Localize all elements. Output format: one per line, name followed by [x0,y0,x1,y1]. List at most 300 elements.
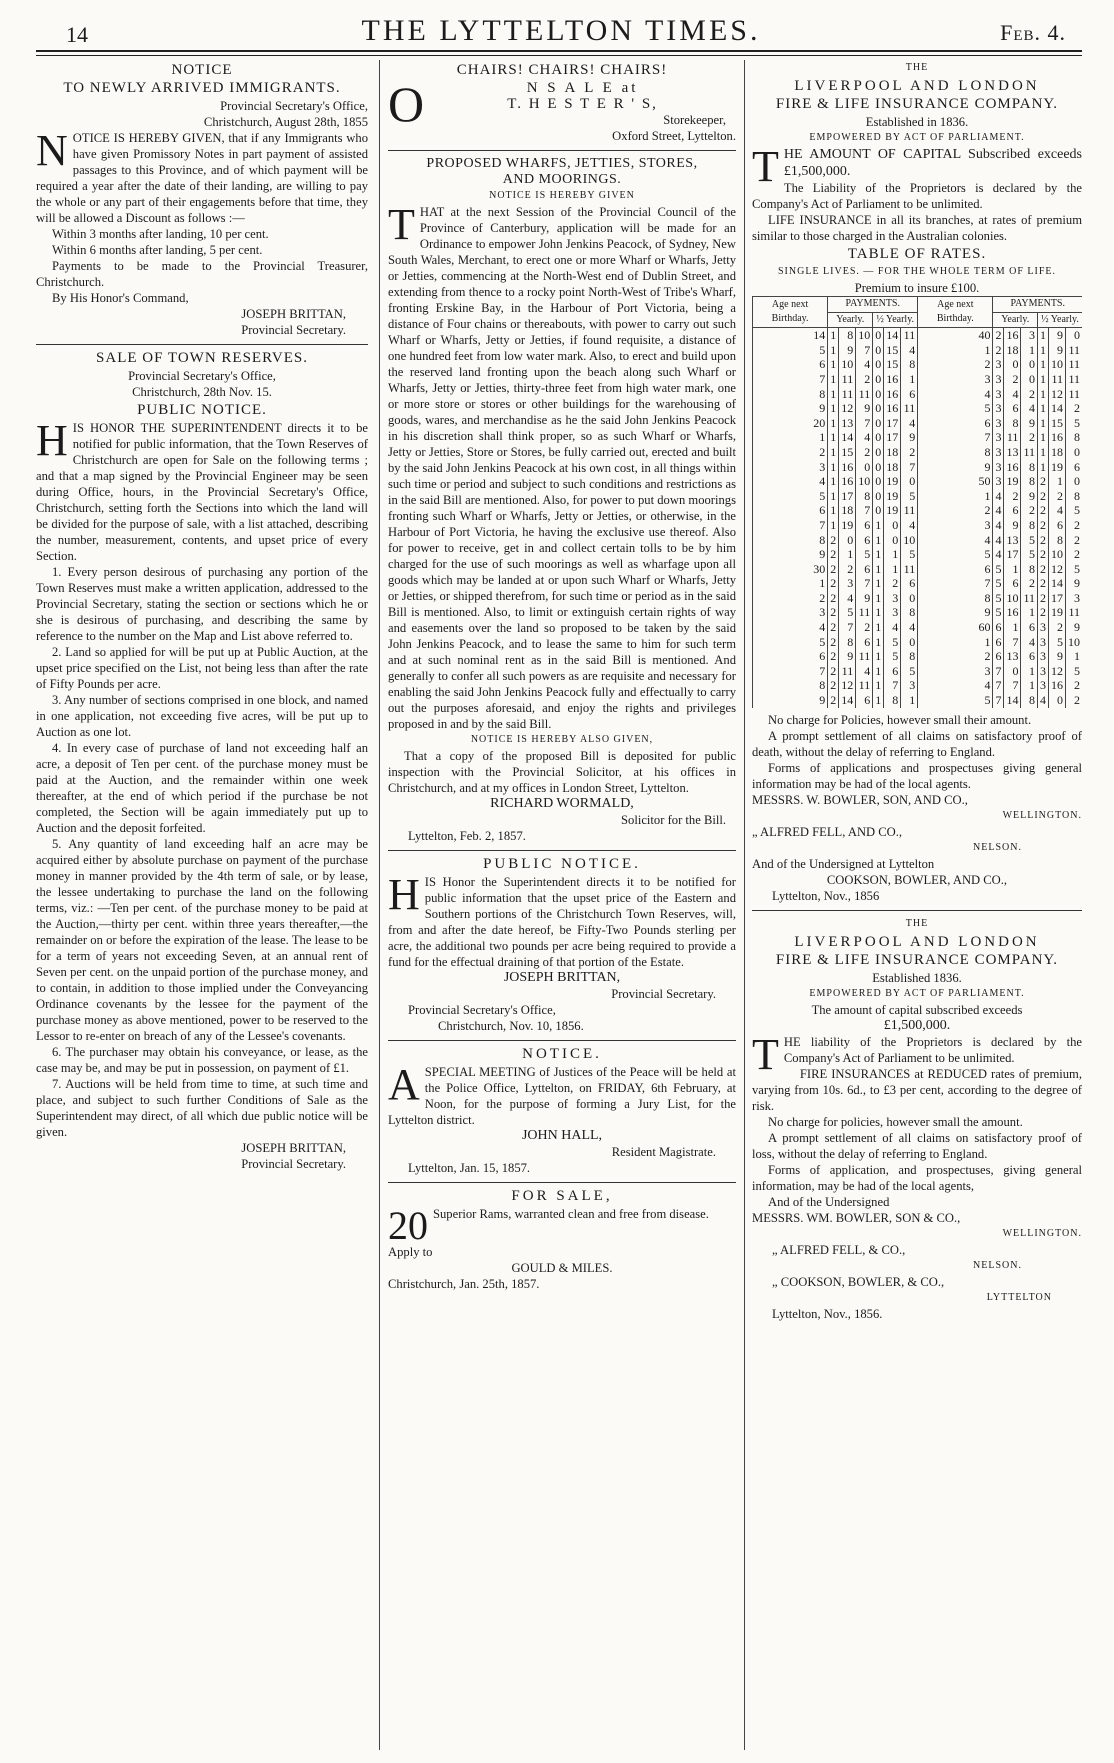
table-cell: 16 [884,372,901,387]
notice-subheading: TO NEWLY ARRIVED IMMIGRANTS. [63,80,341,96]
table-cell: 2 [1004,372,1021,387]
table-cell: 9 [856,591,873,606]
ad-heading: FIRE & LIFE INSURANCE COMPANY. [775,951,1059,968]
table-cell: 8 [884,693,901,708]
ad-heading: FOR SALE, [511,1188,613,1204]
table-cell: 8 [753,678,828,693]
table-cell: 3 [918,372,993,387]
ad-date: Lyttelton, Nov., 1856 [772,888,880,903]
table-cell: 2 [828,620,839,635]
table-cell: 0 [873,328,884,343]
table-cell: 2 [1066,518,1083,533]
liability-statement: HE liability of the Proprietors is declared by the Company's Act of Parliament to be unlimited. [783,1034,1082,1065]
table-cell: 6 [1049,518,1066,533]
agent-place: NELSON. [973,841,1022,853]
table-cell: 1 [918,489,993,504]
ad-insurance-1 [752,60,1082,904]
table-cell: 1 [1021,678,1038,693]
table-row [753,401,1083,416]
table-cell: 9 [1049,649,1066,664]
table-cell: 19 [884,503,901,518]
table-cell: 9 [901,430,918,445]
table-cell: 5 [993,605,1004,620]
table-cell: 18 [1004,343,1021,358]
table-cell: 2 [856,620,873,635]
table-cell: 2 [1066,678,1083,693]
rule [388,1040,736,1041]
table-cell: 1 [1021,605,1038,620]
table-cell: 11 [1021,445,1038,460]
table-cell: 6 [1066,460,1083,475]
table-cell: 1 [884,547,901,562]
table-cell: 9 [839,649,856,664]
table-row [753,693,1083,708]
table-cell: 2 [856,372,873,387]
table-cell: 0 [873,474,884,489]
table-cell: 1 [873,533,884,548]
table-cell: 50 [918,474,993,489]
table-cell: 12 [1049,664,1066,679]
table-cell: 2 [1038,489,1049,504]
table-cell: 4 [918,387,993,402]
table-cell: 6 [753,503,828,518]
column-divider [744,60,745,1750]
table-cell: 1 [828,416,839,431]
table-cell: 1 [1021,343,1038,358]
table-cell: 5 [993,591,1004,606]
signature-role: Provincial Secretary. [241,1157,346,1171]
notice-heading: PROPOSED WHARFS, JETTIES, STORES, [426,156,698,171]
ad-text: A prompt settlement of all claims on satisfactory proof of death, without the delay of referring to England. [752,728,1082,759]
notice-meeting [388,1046,736,1176]
table-cell: 8 [1066,430,1083,445]
table-cell: 11 [856,387,873,402]
table-cell: 1 [828,328,839,343]
capital-amount: £1,500,000. [883,1017,951,1033]
table-cell: 7 [856,576,873,591]
table-cell: 2 [1021,430,1038,445]
table-cell: 0 [873,401,884,416]
table-cell: 2 [1021,387,1038,402]
table-row [753,474,1083,489]
table-cell: 13 [839,416,856,431]
table-cell: 14 [884,328,901,343]
table-row [753,430,1083,445]
table-cell: 13 [1004,533,1021,548]
table-row [753,372,1083,387]
table-row [753,460,1083,475]
table-cell: 1 [828,401,839,416]
capital-statement: The amount of capital subscribed exceeds [811,1002,1023,1017]
table-cell: 3 [1066,591,1083,606]
table-cell: 2 [828,678,839,693]
table-cell: 7 [753,664,828,679]
table-cell: 7 [993,664,1004,679]
table-cell: 2 [918,503,993,518]
notice-heading: NOTICE. [522,1046,602,1062]
discount-line: Within 6 months after landing, 5 per cent. [52,243,263,257]
payments-header: PAYMENTS. [828,297,918,313]
rule [752,910,1082,911]
table-cell: 19 [1049,460,1066,475]
table-cell: 8 [1004,416,1021,431]
term-paragraph: 2. Land so applied for will be put up at Public Auction, at the upset price specified on the List, not being less than after the rate of Fifty Pounds per acre. [36,645,368,691]
table-cell: 19 [884,489,901,504]
table-cell: 0 [1066,445,1083,460]
table-cell: 15 [1049,416,1066,431]
notice-subheading: PUBLIC NOTICE. [137,402,267,418]
table-subtitle: SINGLE LIVES. — FOR THE WHOLE TERM OF LIFE. [778,266,1056,277]
table-cell: 1 [873,664,884,679]
notice-date: Lyttelton, Jan. 15, 1857. [408,1161,531,1175]
table-cell: 9 [753,547,828,562]
table-cell: 18 [884,445,901,460]
age-header: Age next Birthday. [753,297,828,328]
table-cell: 6 [856,533,873,548]
table-cell: 5 [918,693,993,708]
table-cell: 6 [856,693,873,708]
table-cell: 5 [753,489,828,504]
agent-name: „ ALFRED FELL, AND CO., [752,824,903,839]
table-cell: 1 [828,372,839,387]
office-address: Provincial Secretary's Office, [408,1003,556,1017]
table-cell: 1 [873,693,884,708]
column-divider [379,60,380,1750]
table-cell: 3 [993,430,1004,445]
table-cell: 5 [884,649,901,664]
table-cell: 2 [1021,503,1038,518]
signature: JOHN HALL, [521,1128,603,1143]
table-cell: 7 [753,518,828,533]
table-cell: 4 [993,518,1004,533]
agent-name: MESSRS. W. BOWLER, SON, AND CO., [752,792,968,807]
table-row [753,635,1083,650]
table-cell: 1 [1038,357,1049,372]
table-cell: 4 [918,678,993,693]
table-cell: 1 [873,635,884,650]
table-cell: 5 [839,605,856,620]
table-cell: 9 [1021,489,1038,504]
ad-date: Lyttelton, Nov., 1856. [772,1306,883,1321]
notice-wharfs [388,156,736,844]
table-cell: 2 [828,562,839,577]
table-cell: 19 [839,518,856,533]
table-cell: 2 [1049,489,1066,504]
table-cell: 10 [1066,635,1083,650]
table-cell: 2 [1038,605,1049,620]
table-cell: 11 [901,401,918,416]
column-3 [752,60,1082,1750]
table-cell: 2 [993,328,1004,343]
table-cell: 5 [1066,664,1083,679]
table-cell: 10 [1049,547,1066,562]
table-cell: 11 [901,562,918,577]
table-cell: 5 [1066,503,1083,518]
table-cell: 10 [856,474,873,489]
table-cell: 4 [753,620,828,635]
table-cell: 9 [1004,518,1021,533]
table-cell: 0 [873,372,884,387]
table-cell: 11 [1066,605,1083,620]
table-row [753,503,1083,518]
notice-body: SPECIAL MEETING of Justices of the Peace will be held at the Police Office, Lyttelton, on FRIDAY, 6th February, at Noon, for the purpose of forming a Jury List, for the Lyttelton district. [388,1065,736,1127]
notice-body: IS HONOR THE SUPERINTENDENT directs it to be notified for public information, that the Town Reserves of Christchurch are open for Sale on the following terms ; and that a map signed by the Provincial Engineer may be seen during Office, hours, in the Provincial Secretary's Office, Christchurch, setting forth the Sections into which the land will be divided for the purpose of sale, with a list attached, describing the number, measurement, contents, and upset price of every Section. [36,421,368,563]
table-cell: 1 [1038,372,1049,387]
table-cell: 11 [856,605,873,620]
table-cell: 2 [1021,576,1038,591]
table-cell: 3 [1038,635,1049,650]
ad-line: N S A L E at [526,80,639,96]
ad-text: No charge for Policies, however small their amount. [768,712,1032,727]
table-cell: 2 [1038,503,1049,518]
table-cell: 5 [1021,547,1038,562]
term-paragraph: 6. The purchaser may obtain his conveyance, or lease, as the case may be, and may be put in possession, on payment of £1. [36,1045,368,1075]
table-cell: 10 [901,533,918,548]
table-cell: 6 [1004,576,1021,591]
table-cell: 0 [873,489,884,504]
agent-name: „ ALFRED FELL, & CO., [772,1242,906,1257]
table-cell: 3 [993,401,1004,416]
table-cell: 5 [901,547,918,562]
table-cell: 60 [918,620,993,635]
table-cell: 4 [839,591,856,606]
table-cell: 8 [839,328,856,343]
table-cell: 8 [839,635,856,650]
premium-line: Premium to insure £100. [854,281,980,295]
agent-name: COOKSON, BOWLER, AND CO., [826,872,1008,887]
notice-body: IS Honor the Superintendent directs it to be notified for public information that the upset price of the Eastern and Southern portions of the Christchurch Town Reserves, will, from and after the date hereof, be Fifty-Two Pounds sterling per acre, the additional two pounds per acre being required to provide a fund for the effectual draining of that portion of the Estate. [388,875,736,969]
office-address: Provincial Secretary's Office, [128,369,276,383]
empowered-line: EMPOWERED BY ACT OF PARLIAMENT. [809,132,1025,143]
table-cell: 15 [884,357,901,372]
table-cell: 3 [993,445,1004,460]
table-cell: 9 [1066,620,1083,635]
table-cell: 8 [901,649,918,664]
table-cell: 2 [1038,547,1049,562]
table-cell: 1 [873,591,884,606]
table-cell: 4 [856,430,873,445]
signature-role: Solicitor for the Bill. [621,813,726,827]
column-1 [36,60,368,1750]
newspaper-title: THE LYTTELTON TIMES. [361,14,761,47]
ad-prefix: THE [905,62,929,73]
apply-line: Apply to [388,1245,433,1259]
table-cell: 6 [901,387,918,402]
empowered-line: EMPOWERED BY ACT OF PARLIAMENT. [809,987,1025,999]
table-cell: 1 [1038,445,1049,460]
table-cell: 1 [1038,401,1049,416]
signature: GOULD & MILES. [511,1261,613,1275]
table-cell: 7 [918,430,993,445]
table-cell: 13 [1004,649,1021,664]
table-cell: 3 [1038,664,1049,679]
table-cell: 9 [839,343,856,358]
drop-cap: O [388,76,425,132]
table-cell: 2 [1066,533,1083,548]
table-cell: 6 [993,620,1004,635]
table-cell: 9 [1049,343,1066,358]
notice-immigrants [36,62,368,338]
table-cell: 16 [839,460,856,475]
table-cell: 1 [828,430,839,445]
table-cell: 1 [828,460,839,475]
table-cell: 1 [1038,416,1049,431]
table-cell: 2 [828,591,839,606]
agent-place: LYTTELTON [986,1291,1052,1303]
table-cell: 14 [839,693,856,708]
table-cell: 0 [873,416,884,431]
table-cell: 16 [1049,430,1066,445]
table-cell: 4 [1021,401,1038,416]
ad-text: A prompt settlement of all claims on satisfactory proof of loss, without the delay of referring to England. [752,1130,1082,1161]
table-cell: 8 [856,489,873,504]
rule [388,150,736,151]
table-cell: 14 [839,430,856,445]
table-row [753,518,1083,533]
table-cell: 11 [1066,387,1083,402]
table-cell: 4 [993,547,1004,562]
table-cell: 5 [1021,533,1038,548]
table-cell: 4 [856,664,873,679]
table-cell: 3 [753,605,828,620]
table-cell: 4 [1004,387,1021,402]
table-cell: 1 [873,518,884,533]
ad-text: Forms of application, and prospectuses, giving general information, may be had of the local agents, [752,1162,1082,1193]
table-cell: 1 [839,547,856,562]
table-row [753,605,1083,620]
table-cell: 2 [1049,620,1066,635]
table-cell: 7 [839,620,856,635]
established-line: Established 1836. [872,970,962,985]
command-line: By His Honor's Command, [52,291,189,305]
table-cell: 17 [884,430,901,445]
table-cell: 11 [856,649,873,664]
table-cell: 2 [1038,562,1049,577]
table-cell: 2 [828,533,839,548]
signature: RICHARD WORMALD, [490,796,634,811]
table-cell: 2 [828,649,839,664]
table-cell: 4 [753,474,828,489]
table-cell: 2 [1038,474,1049,489]
table-cell: 10 [839,357,856,372]
table-cell: 7 [993,693,1004,708]
table-cell: 9 [1021,416,1038,431]
table-cell: 1 [873,605,884,620]
table-cell: 8 [1066,489,1083,504]
table-cell: 7 [993,678,1004,693]
signature: JOSEPH BRITTAN, [503,970,621,985]
table-cell: 6 [884,664,901,679]
term-paragraph: 7. Auctions will be held from time to time, at such time and place, and subject to such further Conditions of Sale as the Superintendent may direct, of all which due public notice will be given. [36,1077,368,1139]
table-cell: 11 [901,503,918,518]
table-cell: 0 [1021,357,1038,372]
ad-date: Christchurch, Jan. 25th, 1857. [388,1277,540,1291]
table-cell: 1 [1004,562,1021,577]
table-cell: 0 [884,533,901,548]
notice-town-reserves [36,350,368,1172]
term-paragraph: 1. Every person desirous of purchasing any portion of the Town Reserves must make a written application, addressed to the Provincial Secretary, stating the section or sections which he or she is desirous of purchasing, and describing the same by reference to the number on the Map and List above referred to. [36,565,368,643]
table-cell: 18 [839,503,856,518]
rates-table [752,296,1082,708]
signature: JOSEPH BRITTAN, [241,1141,346,1155]
table-cell: 8 [1021,460,1038,475]
table-cell: 2 [856,445,873,460]
table-cell: 2 [828,547,839,562]
table-cell: 6 [993,635,1004,650]
table-cell: 16 [884,387,901,402]
table-cell: 7 [1004,678,1021,693]
table-cell: 0 [1049,693,1066,708]
table-cell: 1 [901,693,918,708]
table-cell: 16 [884,401,901,416]
table-cell: 3 [1038,620,1049,635]
table-cell: 2 [753,591,828,606]
table-cell: 0 [884,518,901,533]
table-cell: 6 [753,649,828,664]
agent-place: WELLINGTON. [1002,1227,1082,1239]
table-cell: 3 [993,460,1004,475]
table-row [753,678,1083,693]
ad-heading: LIVERPOOL AND LONDON [794,933,1040,950]
table-cell: 11 [1066,372,1083,387]
table-cell: 9 [918,460,993,475]
ad-chairs [388,62,736,144]
table-cell: 14 [1049,576,1066,591]
table-cell: 6 [1021,649,1038,664]
notice-heading: AND MOORINGS. [502,172,622,187]
yearly-header: Yearly. [993,312,1038,328]
notice-heading: PUBLIC NOTICE. [483,856,641,872]
notice-date: Lyttelton, Feb. 2, 1857. [408,829,526,843]
table-cell: 11 [901,328,918,343]
table-cell: 2 [918,357,993,372]
ad-text: No charge for policies, however small the amount. [768,1114,1023,1129]
table-cell: 0 [901,591,918,606]
table-cell: 2 [1038,591,1049,606]
table-cell: 2 [828,576,839,591]
table-cell: 2 [884,576,901,591]
payment-line: Payments to be made to the Provincial Treasurer, Christchurch. [36,259,368,289]
table-cell: 12 [1049,562,1066,577]
table-cell: 0 [1004,357,1021,372]
term-paragraph: 4. In every case of purchase of land not exceeding half an acre, a deposit of Ten per cent. of the purchase money must be paid at the Auction, and the remainder within one week thereafter, at the end of which period if the purchase be not completed, the Section will be again immediately put up to Auction and the deposit forfeited. [36,741,368,835]
established-line: Established in 1836. [865,115,969,129]
agent-name: „ COOKSON, BOWLER, & CO., [772,1274,945,1289]
ad-for-sale [388,1188,736,1292]
table-cell: 10 [856,328,873,343]
table-cell: 0 [1004,664,1021,679]
table-cell: 16 [1049,678,1066,693]
table-cell: 4 [993,533,1004,548]
table-cell: 1 [918,343,993,358]
office-date: Christchurch, Nov. 10, 1856. [438,1019,584,1033]
table-cell: 7 [856,503,873,518]
table-cell: 3 [993,387,1004,402]
office-date: Christchurch, August 28th, 1855 [203,115,368,129]
ad-insurance-2 [752,916,1082,1322]
table-cell: 2 [1038,576,1049,591]
table-cell: 13 [1004,445,1021,460]
table-cell: 11 [1021,591,1038,606]
quantity-numeral: 20 [388,1203,428,1248]
table-row [753,328,1083,343]
table-row [753,416,1083,431]
drop-cap: H [36,416,68,465]
masthead-rule [36,50,1082,56]
table-cell: 0 [873,430,884,445]
notice-body: OTICE IS HEREBY GIVEN, that if any Immigrants who have given Promissory Notes in part payment of assisted passages to this Province, and of which payment will be required a year after the date of their landing, are willing to pay the whole or any part of their engagements before that time, they will be allowed a Discount as follows :— [36,131,368,225]
table-cell: 9 [918,605,993,620]
